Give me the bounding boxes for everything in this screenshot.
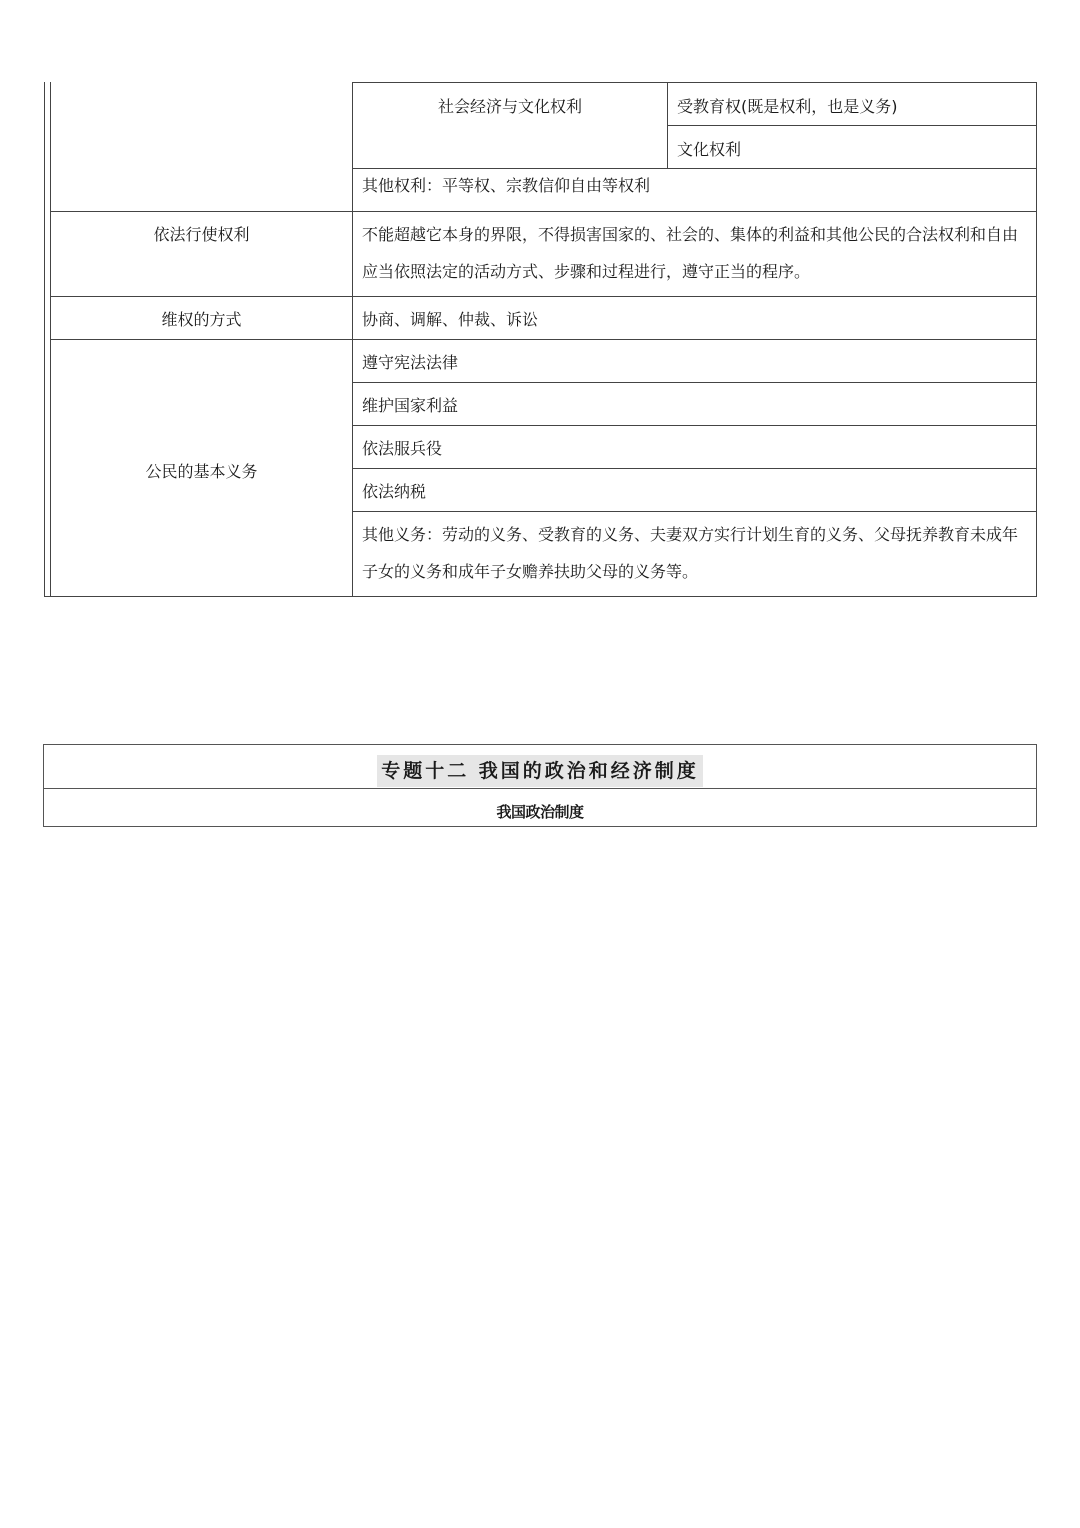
- row-divider: [353, 468, 1037, 469]
- table-bottom-border: [44, 596, 1037, 597]
- row-divider: [353, 511, 1037, 512]
- topic-title: 专题十二 我国的政治和经济制度: [377, 755, 703, 787]
- row-divider: [353, 382, 1037, 383]
- row-divider: [50, 296, 1037, 297]
- rights-duties-table: [44, 82, 1037, 597]
- topic-table: [43, 744, 1037, 827]
- table-left-border: [44, 82, 45, 597]
- cell-duties-label: 公民的基本义务: [145, 462, 258, 481]
- cell-duty: 依法服兵役: [362, 439, 443, 458]
- row-divider: [50, 211, 1037, 212]
- cell-exercise-line2: 应当依照法定的活动方式、步骤和过程进行，遵守正当的程序。: [362, 262, 811, 281]
- topic-subtitle: 我国政治制度: [496, 803, 584, 821]
- row-divider: [44, 788, 1036, 789]
- row-divider: [353, 82, 1037, 83]
- row-divider: [50, 339, 1037, 340]
- cell-education-right: 受教育权(既是权利，也是义务): [677, 97, 898, 116]
- row-divider: [353, 168, 1037, 169]
- cell-exercise-label: 依法行使权利: [153, 225, 250, 244]
- cell-other-duties-line1: 其他义务：劳动的义务、受教育的义务、夫妻双方实行计划生育的义务、父母抚养教育未成年: [362, 525, 1019, 544]
- row-divider: [353, 425, 1037, 426]
- cell-duty: 依法纳税: [362, 482, 427, 501]
- topic-title-row: [44, 755, 1036, 787]
- cell-social-economic-culture: 社会经济与文化权利: [437, 97, 582, 116]
- cell-protect-value: 协商、调解、仲裁、诉讼: [362, 310, 539, 329]
- row-divider: [668, 125, 1037, 126]
- cell-protect-label: 维权的方式: [161, 310, 242, 329]
- cell-other-rights: 其他权利：平等权、宗教信仰自由等权利: [362, 176, 651, 195]
- cell-other-duties-line2: 子女的义务和成年子女赡养扶助父母的义务等。: [362, 562, 699, 581]
- cell-duty: 遵守宪法法律: [362, 353, 459, 372]
- cell-exercise-line1: 不能超越它本身的界限，不得损害国家的、社会的、集体的利益和其他公民的合法权利和自由: [362, 225, 1019, 244]
- cell-duty: 维护国家利益: [362, 396, 459, 415]
- cell-culture-right: 文化权利: [677, 140, 742, 159]
